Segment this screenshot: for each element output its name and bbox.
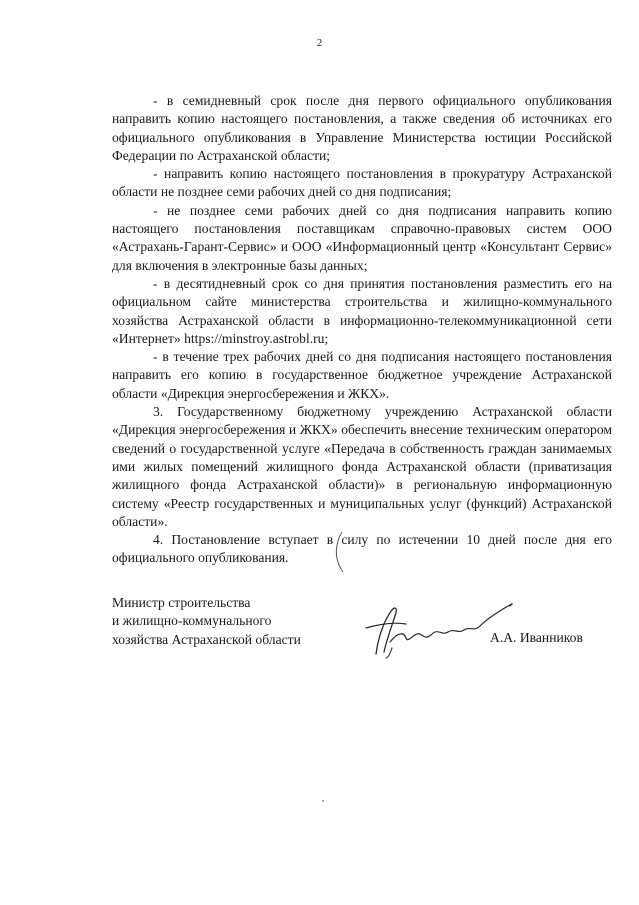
paragraph-publication-notice: - в семидневный срок после дня первого официального опубликования направить копию настоящего постановления, а также сведения об источниках его официального опубликования в Управление Министерства юстиции Российской Федерации по Астраханской области; — [112, 93, 612, 163]
paragraph-legal-systems-copy: - не позднее семи рабочих дней со дня подписания направить копию настоящего постановления поставщикам справочно-правовых систем ООО «Астрахань-Гарант-Сервис» и ООО «Информационный центр «Консультант Сервис» для включения в электронные базы данных; — [112, 202, 612, 273]
scan-dot — [322, 800, 324, 802]
pen-stroke-mark — [332, 530, 346, 574]
paragraph-website-publication: - в десятидневный срок со дня принятия постановления разместить его на официальном сайте министерства строительства и жилищно-коммунального хозяйства Астраханской области в информационно-телекоммуникационной сети «Интернет» https://minstroy.astrobl.ru; — [112, 275, 612, 346]
handwritten-signature — [362, 598, 522, 660]
signer-title-line-2: и жилищно-коммунального — [112, 613, 272, 629]
paragraph-item-3: 3. Государственному бюджетному учреждению Астраханской области «Дирекция энергосбережения и ЖКХ» обеспечить внесение техническим оператором сведений о государственной услуге «Передача в собственность граждан занимаемых ими жилых помещений жилищного фонда Астраханской области (приватизация жилищного фонда Астраханской области)» в региональную информационную систему «Реестр государственных и муниципальных услуг (функций) Астраханской области». — [112, 404, 612, 529]
paragraph-item-4: 4. Постановление вступает в силу по истечении 10 дней после дня его официального опубликования. — [112, 532, 612, 566]
signer-name: А.А. Иванников — [490, 630, 583, 645]
paragraph-prosecutor-copy: - направить копию настоящего постановления в прокуратуру Астраханской области не позднее семи рабочих дней со дня подписания; — [112, 166, 612, 200]
signer-title-line-3: хозяйства Астраханской области — [112, 631, 301, 647]
document-body — [112, 92, 612, 568]
signature-block — [112, 594, 301, 649]
paragraph-directorate-copy: - в течение трех рабочих дней со дня подписания настоящего постановления направить его копию в государственное бюджетное учреждение Астраханской области «Дирекция энергосбережения и ЖКХ». — [112, 349, 612, 401]
signer-title-line-1: Министр строительства — [112, 595, 251, 610]
page-number: 2 — [316, 37, 323, 49]
